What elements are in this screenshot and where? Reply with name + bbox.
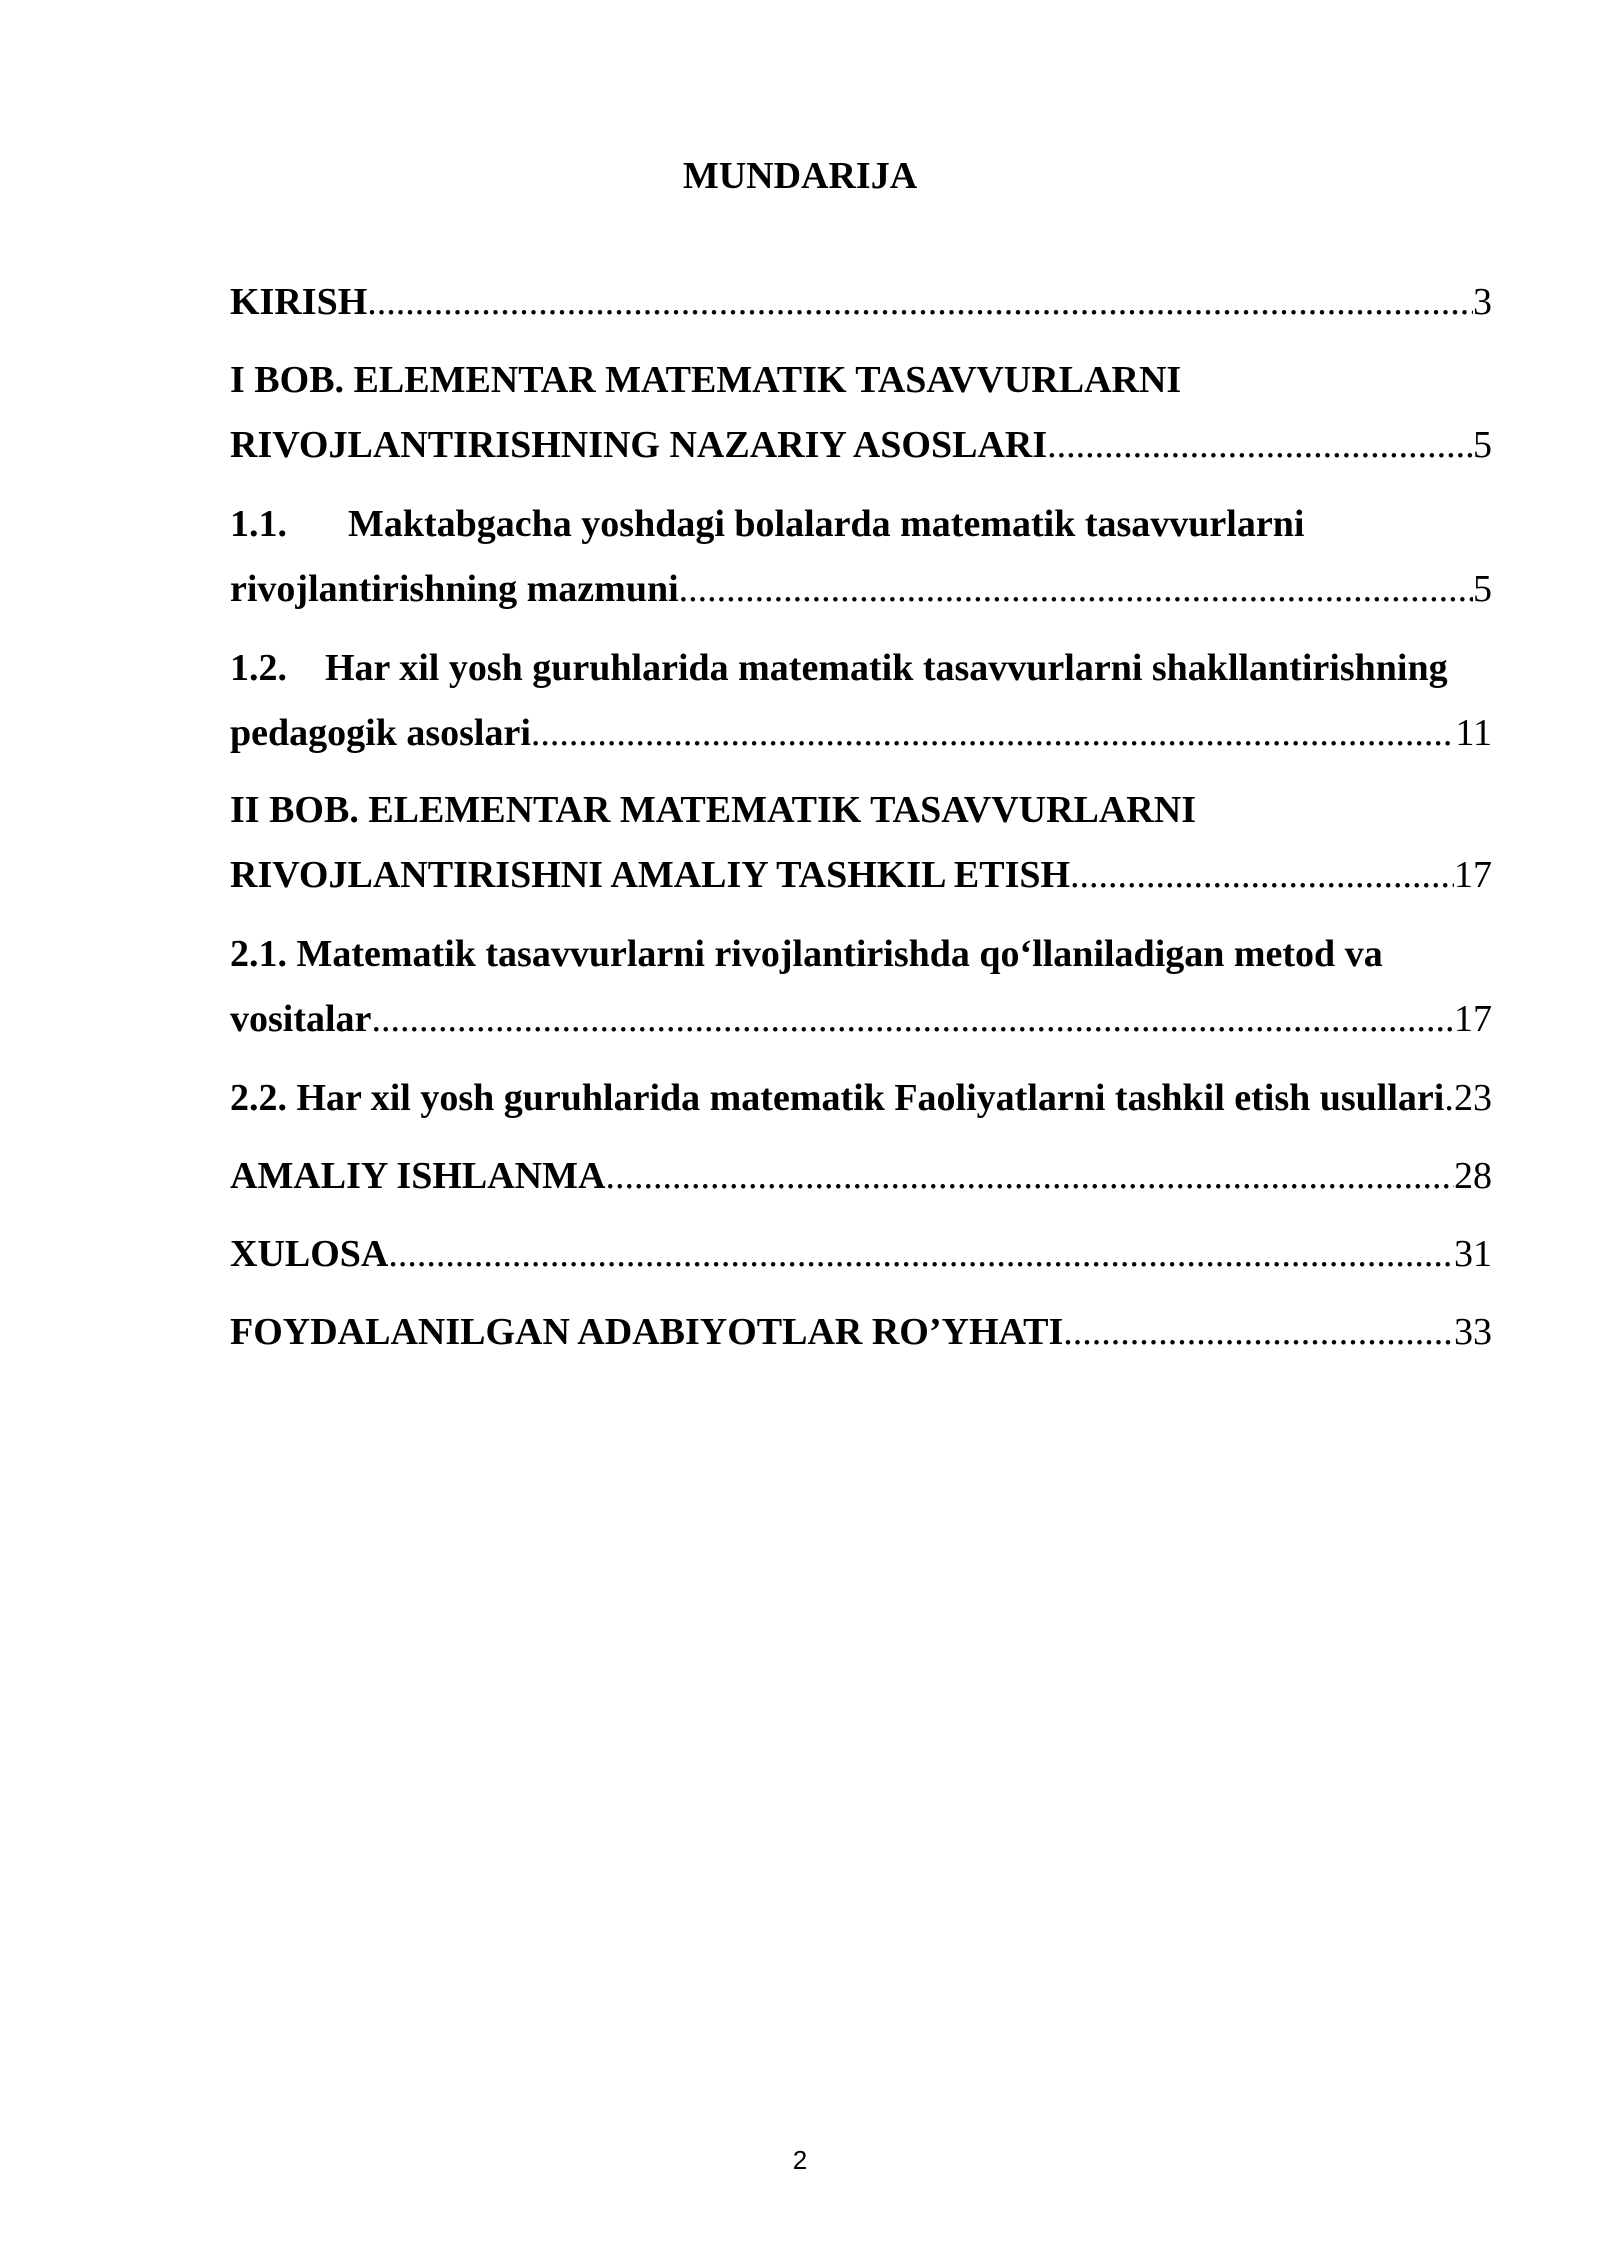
toc-entry-section-2-2[interactable] [230, 1066, 1492, 1131]
toc-entry-title: 2.2. Har xil yosh guruhlarida matematik Faoliyatlarni tashkil etish usullari [230, 1077, 1445, 1119]
toc-entry-references[interactable] [230, 1300, 1492, 1365]
toc-entry-section-1-2[interactable] [230, 636, 1492, 766]
toc-page-ref: 33 [1454, 1311, 1492, 1353]
toc-leader-dots [531, 701, 1456, 766]
toc-entry-title-cont: RIVOJLANTIRISHNI AMALIY TASHKIL ETISH [230, 854, 1071, 896]
toc-leader-dots [388, 1222, 1454, 1287]
toc-entry-title-cont: pedagogik asoslari [230, 712, 531, 754]
toc-entry-title-cont: RIVOJLANTIRISHNING NAZARIY ASOSLARI [230, 424, 1048, 466]
toc-leader-dots [367, 270, 1473, 335]
toc-page-ref: 28 [1454, 1155, 1492, 1197]
toc-entry-title: XULOSA [230, 1233, 389, 1275]
toc-entry-number: 1.1. [230, 503, 287, 545]
toc-entry-title: AMALIY ISHLANMA [230, 1155, 606, 1197]
toc-entry-section-2-1[interactable] [230, 922, 1492, 1052]
toc-leader-dots [1070, 843, 1454, 908]
toc-page-ref: 23 [1454, 1077, 1492, 1119]
toc-entry-chapter-1[interactable] [230, 348, 1492, 478]
toc-page-ref: 17 [1454, 854, 1492, 896]
toc-entry-xulosa[interactable] [230, 1222, 1492, 1287]
toc-entry-title: FOYDALANILGAN ADABIYOTLAR RO’YHATI [230, 1311, 1064, 1353]
toc-leader-dots [605, 1144, 1454, 1209]
toc-leader-dots [1063, 1300, 1454, 1365]
toc-page-ref: 17 [1454, 998, 1492, 1040]
toc-entry-title: KIRISH [230, 281, 368, 323]
toc-leader-dots [679, 557, 1473, 622]
toc-entry-title: I BOB. ELEMENTAR MATEMATIK TASAVVURLARNI [230, 359, 1182, 401]
toc-leader-dots [1047, 413, 1473, 478]
toc-entry-title: Maktabgacha yoshdagi bolalarda matematik tasavvurlarni [348, 503, 1305, 545]
toc-entry-title: 2.1. Matematik tasavvurlarni rivojlantirishda qo‘llaniladigan metod va [230, 933, 1383, 975]
toc-page-ref: 11 [1455, 712, 1492, 754]
toc-entry-kirish[interactable] [230, 270, 1492, 335]
toc-entry-title: 1.2. Har xil yosh guruhlarida matematik tasavvurlarni shakllantirishning [230, 647, 1448, 689]
toc-entry-section-1-1[interactable] [230, 492, 1492, 622]
toc-entry-amaliy-ishlanma[interactable] [230, 1144, 1492, 1209]
toc-entry-chapter-2[interactable] [230, 778, 1492, 908]
toc-entry-title-cont: vositalar [230, 998, 372, 1040]
toc-leader-dots [371, 987, 1454, 1052]
toc-entry-title-cont: rivojlantirishning mazmuni [230, 568, 679, 610]
toc-entry-title: II BOB. ELEMENTAR MATEMATIK TASAVVURLARNI [230, 789, 1196, 831]
toc-leader-dots [1444, 1066, 1454, 1131]
toc-page-ref: 3 [1473, 281, 1492, 323]
page-title: MUNDARIJA [682, 155, 918, 197]
page-number: 2 [792, 2145, 808, 2175]
toc-page-ref: 31 [1454, 1233, 1492, 1275]
toc-page-ref: 5 [1473, 424, 1492, 466]
toc-page-ref: 5 [1473, 568, 1492, 610]
